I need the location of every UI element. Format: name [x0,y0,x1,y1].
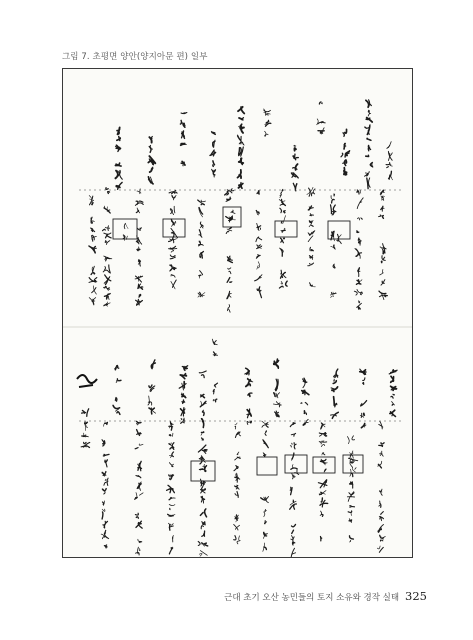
handwritten-column [81,409,90,448]
handwritten-column [179,366,188,424]
handwritten-column [331,369,339,418]
handwritten-column [264,109,271,136]
seal-box [257,457,277,475]
handwritten-column [101,422,109,548]
handwritten-column [180,113,186,166]
scanned-register-figure [62,68,413,558]
handwritten-column [349,458,358,472]
handwritten-column [113,366,121,415]
handwritten-column [210,131,216,177]
handwritten-column [148,360,156,414]
handwritten-column [354,190,363,309]
handwritten-column [377,421,385,552]
handwritten-column [273,359,281,417]
handwritten-column [103,188,112,306]
handwritten-column [360,369,367,428]
handwritten-column [330,194,336,298]
handwritten-column [115,127,122,189]
register-scan-drawing [63,69,412,557]
handwritten-column [171,221,178,238]
handwritten-column [291,145,298,191]
handwritten-column [389,370,397,417]
handwritten-column [301,378,309,425]
handwritten-column [290,423,297,557]
handwritten-column [365,100,373,189]
handwritten-column [135,421,143,555]
handwritten-column [123,223,128,240]
handwritten-column [279,189,287,288]
handwritten-column [245,368,253,424]
handwritten-column [148,137,155,184]
handwritten-column [318,423,327,541]
page-number: 325 [405,589,427,603]
handwritten-column [386,142,392,180]
handwritten-column [295,469,299,475]
running-title: 근대 초기 오산 농민들의 토지 소유와 경작 실태 [224,593,400,603]
handwritten-column [212,339,217,402]
page-footer [224,589,427,603]
handwritten-column [198,200,206,297]
handwritten-column [379,190,388,299]
seal-box [275,221,297,237]
figure-caption: 그림 7. 초평면 양안(양지아문 편) 일부 [62,52,208,62]
handwritten-column [255,191,262,298]
handwritten-column [198,371,208,556]
margin-mark [77,375,97,387]
handwritten-column [341,129,350,175]
seal-box [285,455,307,473]
handwritten-column [238,107,245,188]
handwritten-column [307,187,315,287]
handwritten-column [89,196,97,306]
handwritten-column [135,189,143,305]
handwritten-column [261,421,269,551]
seal-box [313,457,335,473]
handwritten-column [167,422,176,554]
handwritten-column [347,436,354,542]
seal-box [191,461,215,481]
handwritten-column [317,102,326,134]
handwritten-column [169,190,178,288]
handwritten-column [234,423,241,544]
